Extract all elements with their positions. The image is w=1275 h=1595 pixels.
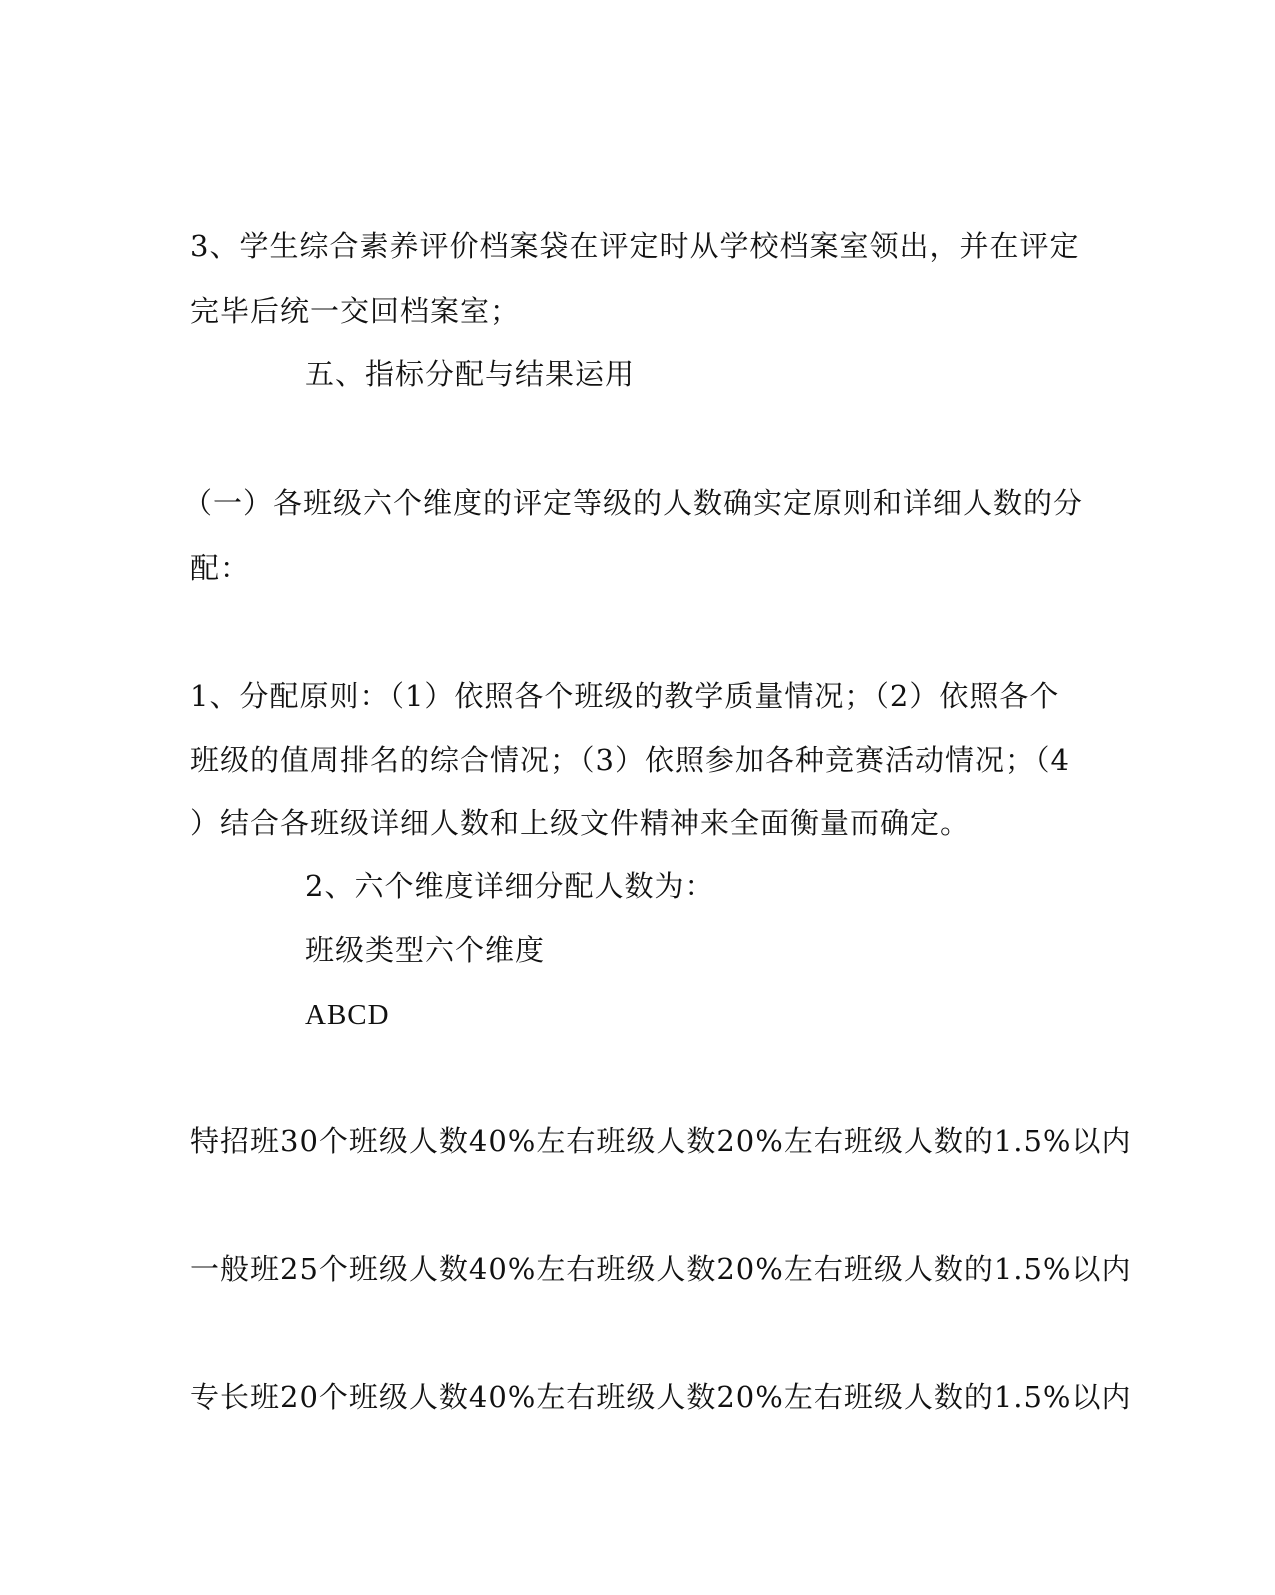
table-row: 特招班30个班级人数40%左右班级人数20%左右班级人数的1.5%以内 <box>190 1124 1132 1158</box>
principle-line3: ）结合各班级详细人数和上级文件精神来全面衡量而确定。 <box>190 806 971 840</box>
allocation-heading: 2、六个维度详细分配人数为： <box>305 869 715 903</box>
table-header-2: ABCD <box>305 999 390 1031</box>
subsection1-line1: （一）各班级六个维度的评定等级的人数确实定原则和详细人数的分 <box>183 486 1084 520</box>
table-row: 一般班25个班级人数40%左右班级人数20%左右班级人数的1.5%以内 <box>190 1252 1132 1286</box>
table-header-1: 班级类型六个维度 <box>305 933 546 967</box>
principle-line2: 班级的值周排名的综合情况；（3）依照参加各种竞赛活动情况；（4 <box>190 743 1070 777</box>
principle-line1: 1、分配原则：（1）依照各个班级的教学质量情况；（2）依照各个 <box>190 679 1060 713</box>
section5-heading: 五、指标分配与结果运用 <box>305 357 636 391</box>
table-row: 专长班20个班级人数40%左右班级人数20%左右班级人数的1.5%以内 <box>190 1380 1132 1414</box>
item3-line1: 3、学生综合素养评价档案袋在评定时从学校档案室领出，并在评定 <box>190 229 1080 263</box>
subsection1-line2: 配： <box>190 551 251 585</box>
item3-line2: 完毕后统一交回档案室； <box>190 294 521 328</box>
